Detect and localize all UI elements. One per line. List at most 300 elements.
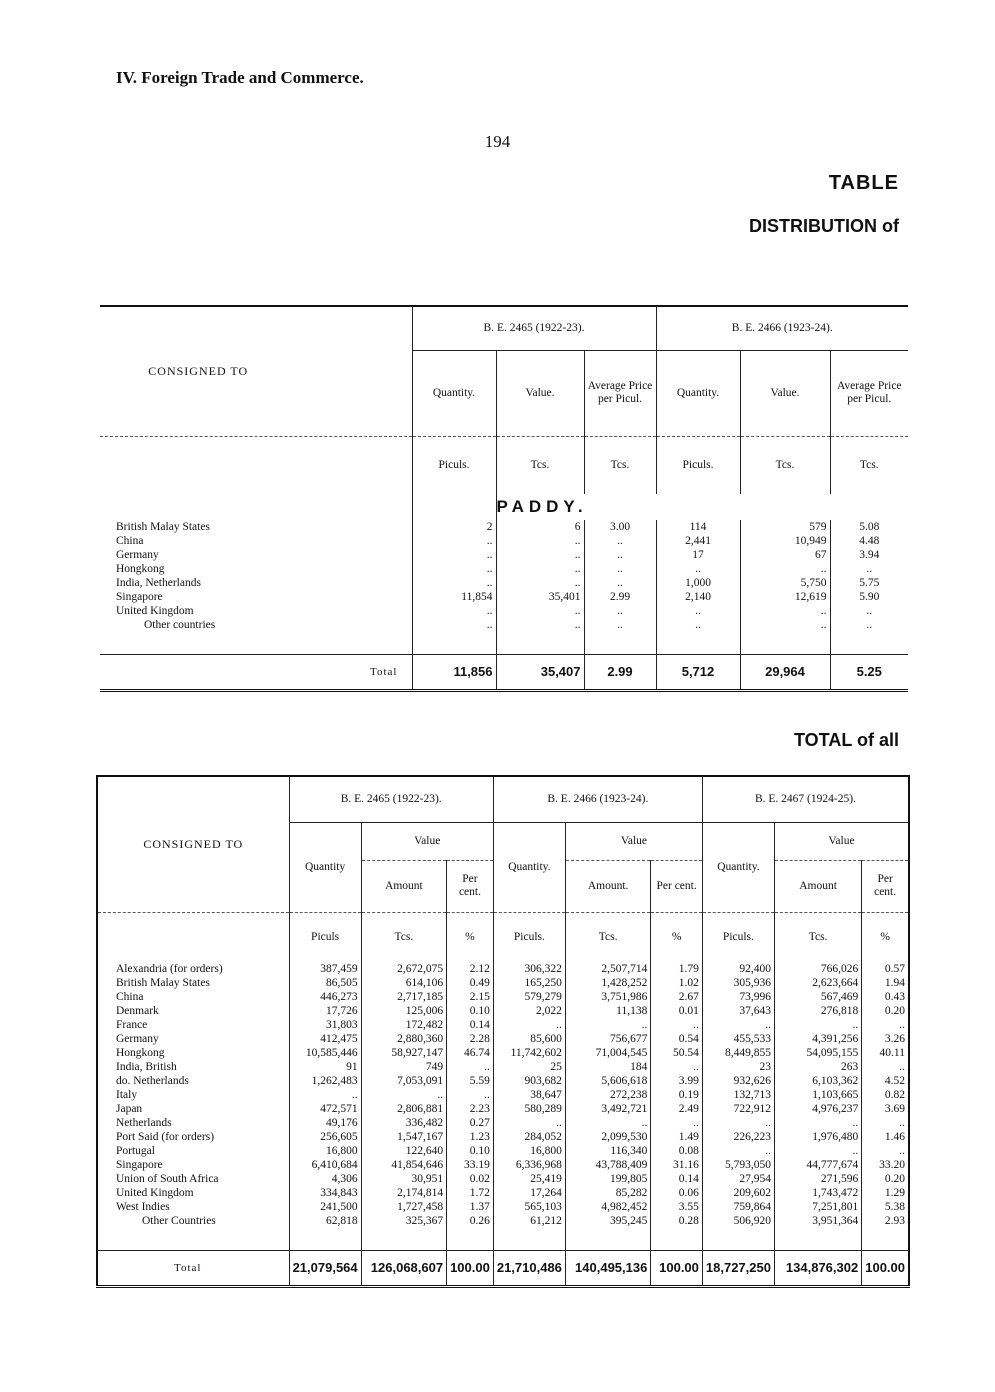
- percent-cell: 3.55: [651, 1200, 703, 1214]
- country-name: Port Said (for orders): [97, 1130, 289, 1144]
- amount-cell: 43,788,409: [565, 1158, 650, 1172]
- total-distribution-table: [96, 775, 910, 1288]
- table-row: [100, 604, 908, 618]
- country-name: Denmark: [97, 1004, 289, 1018]
- percent-cell: 0.82: [884, 1089, 905, 1101]
- value-header: Value: [774, 822, 909, 860]
- country-name: China: [100, 534, 412, 548]
- table-row: [100, 576, 908, 590]
- total-percent: 100.00: [651, 1250, 703, 1286]
- quantity-cell: 62,818: [289, 1214, 361, 1228]
- amount-cell: 71,004,545: [565, 1046, 650, 1060]
- percent-cell: 3.69: [884, 1103, 905, 1115]
- quantity-cell: 305,936: [702, 976, 774, 990]
- percent-cell: 2.28: [447, 1032, 494, 1046]
- total-quantity: 11,856: [412, 654, 496, 690]
- percent-cell: 50.54: [651, 1046, 703, 1060]
- table-row: [97, 962, 909, 976]
- table-row: [100, 520, 908, 534]
- amount-cell: 199,805: [565, 1172, 650, 1186]
- value-cell: 12,619: [740, 590, 830, 604]
- quantity-cell: ..: [656, 618, 740, 632]
- value-cell: ..: [496, 548, 584, 562]
- quantity-cell: 1,000: [656, 576, 740, 590]
- percent-cell: 3.99: [651, 1074, 703, 1088]
- quantity-cell: 37,643: [702, 1004, 774, 1018]
- percent-cell: 0.49: [447, 976, 494, 990]
- amount-cell: ..: [361, 1088, 446, 1102]
- country-name: Union of South Africa: [97, 1172, 289, 1186]
- price-cell: ..: [866, 619, 873, 631]
- total-amount: 126,068,607: [361, 1250, 446, 1286]
- price-cell: ..: [584, 534, 656, 548]
- table-row: [100, 618, 908, 632]
- distribution-title: DISTRIBUTION of: [749, 216, 899, 236]
- country-name: Singapore: [97, 1158, 289, 1172]
- total-value: 29,964: [740, 654, 830, 690]
- percent-cell: 0.27: [447, 1116, 494, 1130]
- total-price: 5.25: [830, 654, 908, 690]
- percent-cell: ..: [651, 1116, 703, 1130]
- amount-cell: 30,951: [361, 1172, 446, 1186]
- price-cell: 5.90: [859, 591, 880, 603]
- amount-header: Amount: [774, 860, 861, 912]
- table-label: TABLE: [828, 172, 899, 194]
- unit-tcs: Tcs.: [361, 912, 446, 962]
- country-name: Germany: [97, 1032, 289, 1046]
- table-row: [97, 1074, 909, 1088]
- quantity-cell: ..: [702, 1144, 774, 1158]
- section-heading: IV. Foreign Trade and Commerce.: [116, 68, 364, 87]
- percent-cell: 0.08: [651, 1144, 703, 1158]
- percent-cell: 1.49: [651, 1130, 703, 1144]
- amount-cell: 271,596: [774, 1172, 861, 1186]
- per-cent-header: Per cent.: [874, 873, 897, 898]
- amount-cell: 614,106: [361, 976, 446, 990]
- percent-cell: ..: [899, 1117, 905, 1129]
- amount-cell: 2,806,881: [361, 1102, 446, 1116]
- amount-cell: 756,677: [565, 1032, 650, 1046]
- amount-cell: 4,976,237: [774, 1102, 861, 1116]
- amount-cell: 7,053,091: [361, 1074, 446, 1088]
- amount-cell: 58,927,147: [361, 1046, 446, 1060]
- percent-cell: ..: [899, 1145, 905, 1157]
- value-cell: ..: [496, 618, 584, 632]
- value-cell: ..: [496, 576, 584, 590]
- quantity-cell: 932,626: [702, 1074, 774, 1088]
- amount-cell: 395,245: [565, 1214, 650, 1228]
- percent-cell: 2.67: [651, 990, 703, 1004]
- table-row: [97, 1172, 909, 1186]
- unit-tcs: Tcs.: [830, 436, 908, 494]
- quantity-cell: 25: [493, 1060, 565, 1074]
- amount-cell: 1,547,167: [361, 1130, 446, 1144]
- percent-cell: 0.06: [651, 1186, 703, 1200]
- value-cell: ..: [496, 604, 584, 618]
- amount-cell: 272,238: [565, 1088, 650, 1102]
- country-name: Hongkong: [100, 562, 412, 576]
- amount-cell: ..: [774, 1018, 861, 1032]
- value-cell: ..: [740, 618, 830, 632]
- amount-cell: ..: [565, 1018, 650, 1032]
- amount-cell: 2,717,185: [361, 990, 446, 1004]
- percent-cell: 40.11: [879, 1047, 905, 1059]
- amount-cell: 325,367: [361, 1214, 446, 1228]
- amount-cell: 749: [361, 1060, 446, 1074]
- unit-tcs: Tcs.: [584, 436, 656, 494]
- quantity-cell: 17,264: [493, 1186, 565, 1200]
- quantity-header: Quantity: [289, 822, 361, 912]
- amount-cell: 4,982,452: [565, 1200, 650, 1214]
- price-cell: 4.48: [859, 535, 880, 547]
- unit-piculs: Piculs.: [656, 436, 740, 494]
- quantity-cell: ..: [412, 576, 496, 590]
- value-cell: ..: [740, 562, 830, 576]
- amount-cell: 116,340: [565, 1144, 650, 1158]
- quantity-cell: ..: [702, 1018, 774, 1032]
- table-row: [100, 590, 908, 604]
- table-row: [100, 534, 908, 548]
- consigned-to-header: CONSIGNED TO: [97, 776, 289, 912]
- total-label: Total: [174, 1262, 202, 1274]
- quantity-cell: ..: [412, 618, 496, 632]
- country-name: Other Countries: [97, 1214, 289, 1228]
- quantity-cell: 17,726: [289, 1004, 361, 1018]
- quantity-cell: 31,803: [289, 1018, 361, 1032]
- amount-cell: 766,026: [774, 962, 861, 976]
- unit-tcs: Tcs.: [740, 436, 830, 494]
- percent-cell: 2.23: [447, 1102, 494, 1116]
- percent-cell: 2.93: [884, 1215, 905, 1227]
- quantity-cell: 4,306: [289, 1172, 361, 1186]
- price-cell: ..: [584, 576, 656, 590]
- table-row: [100, 562, 908, 576]
- amount-cell: 54,095,155: [774, 1046, 861, 1060]
- amount-cell: 1,727,458: [361, 1200, 446, 1214]
- country-name: West Indies: [97, 1200, 289, 1214]
- table-row: [97, 990, 909, 1004]
- amount-cell: 1,428,252: [565, 976, 650, 990]
- amount-cell: 5,606,618: [565, 1074, 650, 1088]
- unit-piculs: Piculs: [289, 912, 361, 962]
- commodity-heading: PADDY.: [496, 497, 588, 516]
- percent-cell: 0.28: [651, 1214, 703, 1228]
- quantity-cell: 455,533: [702, 1032, 774, 1046]
- percent-cell: 33.19: [447, 1158, 494, 1172]
- price-cell: 3.94: [859, 549, 880, 561]
- amount-cell: 3,751,986: [565, 990, 650, 1004]
- quantity-cell: 85,600: [493, 1032, 565, 1046]
- price-cell: ..: [866, 605, 873, 617]
- value-cell: ..: [496, 562, 584, 576]
- quantity-cell: 306,322: [493, 962, 565, 976]
- percent-cell: 1.02: [651, 976, 703, 990]
- value-header: Value: [361, 822, 493, 860]
- total-value: 35,407: [496, 654, 584, 690]
- country-name: Germany: [100, 548, 412, 562]
- amount-cell: 122,640: [361, 1144, 446, 1158]
- quantity-cell: ..: [656, 604, 740, 618]
- quantity-cell: 446,273: [289, 990, 361, 1004]
- quantity-cell: 92,400: [702, 962, 774, 976]
- percent-cell: 5.38: [884, 1201, 905, 1213]
- amount-cell: 2,174,814: [361, 1186, 446, 1200]
- table-row: [97, 976, 909, 990]
- amount-cell: 2,099,530: [565, 1130, 650, 1144]
- total-amount: 140,495,136: [565, 1250, 650, 1286]
- total-percent: 100.00: [447, 1250, 494, 1286]
- unit-tcs: Tcs.: [496, 436, 584, 494]
- quantity-cell: 73,996: [702, 990, 774, 1004]
- year3-header: B. E. 2467 (1924-25).: [702, 776, 909, 822]
- value-cell: 579: [740, 520, 830, 534]
- quantity-header: Quantity.: [412, 350, 496, 436]
- percent-cell: 0.01: [651, 1004, 703, 1018]
- amount-cell: 125,006: [361, 1004, 446, 1018]
- percent-cell: ..: [651, 1060, 703, 1074]
- quantity-cell: 11,854: [412, 590, 496, 604]
- table-row: [97, 1116, 909, 1130]
- unit-piculs: Piculs.: [702, 912, 774, 962]
- amount-cell: 4,391,256: [774, 1032, 861, 1046]
- quantity-cell: 472,571: [289, 1102, 361, 1116]
- table-row: [97, 1018, 909, 1032]
- quantity-cell: 6,336,968: [493, 1158, 565, 1172]
- value-cell: 67: [740, 548, 830, 562]
- quantity-cell: ..: [412, 562, 496, 576]
- year1-header: B. E. 2465 (1922-23).: [412, 306, 656, 350]
- avg-price-header: Average Price per Picul.: [836, 380, 902, 405]
- total-percent: 100.00: [862, 1250, 909, 1286]
- total-quantity: 21,710,486: [493, 1250, 565, 1286]
- quantity-cell: 506,920: [702, 1214, 774, 1228]
- quantity-cell: 49,176: [289, 1116, 361, 1130]
- quantity-cell: 2: [412, 520, 496, 534]
- percent-cell: 1.46: [884, 1131, 905, 1143]
- unit-piculs: Piculs.: [493, 912, 565, 962]
- quantity-cell: ..: [412, 548, 496, 562]
- amount-cell: 2,507,714: [565, 962, 650, 976]
- table-row: [97, 1186, 909, 1200]
- quantity-cell: ..: [493, 1116, 565, 1130]
- unit-pct: %: [447, 912, 494, 962]
- country-name: France: [97, 1018, 289, 1032]
- table-row: [100, 548, 908, 562]
- percent-cell: 1.94: [884, 977, 905, 989]
- percent-cell: 1.37: [447, 1200, 494, 1214]
- country-name: India, Netherlands: [100, 576, 412, 590]
- amount-cell: 11,138: [565, 1004, 650, 1018]
- unit-pct: %: [862, 912, 909, 962]
- value-cell: ..: [740, 604, 830, 618]
- percent-cell: 46.74: [447, 1046, 494, 1060]
- quantity-cell: ..: [412, 604, 496, 618]
- country-name: United Kingdom: [100, 604, 412, 618]
- percent-cell: 1.72: [447, 1186, 494, 1200]
- per-cent-header: Per cent.: [447, 860, 494, 912]
- amount-cell: 1,103,665: [774, 1088, 861, 1102]
- amount-cell: 6,103,362: [774, 1074, 861, 1088]
- amount-cell: 2,672,075: [361, 962, 446, 976]
- table-row: [97, 1130, 909, 1144]
- quantity-cell: 722,912: [702, 1102, 774, 1116]
- amount-cell: ..: [774, 1144, 861, 1158]
- percent-cell: 0.10: [447, 1144, 494, 1158]
- amount-cell: 172,482: [361, 1018, 446, 1032]
- quantity-cell: 226,223: [702, 1130, 774, 1144]
- quantity-cell: 8,449,855: [702, 1046, 774, 1060]
- country-name: do. Netherlands: [97, 1074, 289, 1088]
- table-row: [97, 1144, 909, 1158]
- table-row: [97, 1200, 909, 1214]
- quantity-cell: 10,585,446: [289, 1046, 361, 1060]
- quantity-cell: 17: [656, 548, 740, 562]
- quantity-cell: 16,800: [493, 1144, 565, 1158]
- value-header: Value: [565, 822, 702, 860]
- paddy-distribution-table: [100, 305, 908, 692]
- quantity-cell: 132,713: [702, 1088, 774, 1102]
- amount-cell: 276,818: [774, 1004, 861, 1018]
- amount-cell: ..: [565, 1116, 650, 1130]
- quantity-cell: 241,500: [289, 1200, 361, 1214]
- quantity-cell: 1,262,483: [289, 1074, 361, 1088]
- quantity-cell: 387,459: [289, 962, 361, 976]
- country-name: United Kingdom: [97, 1186, 289, 1200]
- unit-tcs: Tcs.: [565, 912, 650, 962]
- country-name: Japan: [97, 1102, 289, 1116]
- quantity-cell: 27,954: [702, 1172, 774, 1186]
- table-row: [97, 1004, 909, 1018]
- price-cell: ..: [584, 562, 656, 576]
- percent-cell: 0.10: [447, 1004, 494, 1018]
- percent-cell: 1.79: [651, 962, 703, 976]
- quantity-cell: 16,800: [289, 1144, 361, 1158]
- quantity-header: Quantity.: [656, 350, 740, 436]
- year2-header: B. E. 2466 (1923-24).: [493, 776, 702, 822]
- percent-cell: ..: [899, 1061, 905, 1073]
- price-cell: ..: [584, 548, 656, 562]
- value-cell: 35,401: [496, 590, 584, 604]
- percent-cell: 2.15: [447, 990, 494, 1004]
- quantity-header: Quantity.: [702, 822, 774, 912]
- quantity-cell: 256,605: [289, 1130, 361, 1144]
- percent-cell: 0.20: [884, 1173, 905, 1185]
- country-name: British Malay States: [97, 976, 289, 990]
- percent-cell: 4.52: [884, 1075, 905, 1087]
- percent-cell: ..: [899, 1019, 905, 1031]
- value-cell: 5,750: [740, 576, 830, 590]
- amount-header: Amount.: [565, 860, 650, 912]
- price-cell: ..: [866, 563, 873, 575]
- amount-cell: 44,777,674: [774, 1158, 861, 1172]
- quantity-cell: 86,505: [289, 976, 361, 990]
- quantity-cell: 2,441: [656, 534, 740, 548]
- quantity-cell: 165,250: [493, 976, 565, 990]
- amount-cell: 2,880,360: [361, 1032, 446, 1046]
- price-cell: ..: [584, 604, 656, 618]
- price-cell: 2.99: [584, 590, 656, 604]
- table-row: [97, 1102, 909, 1116]
- amount-cell: 3,951,364: [774, 1214, 861, 1228]
- percent-cell: 31.16: [651, 1158, 703, 1172]
- unit-piculs: Piculs.: [412, 436, 496, 494]
- table-row: [97, 1032, 909, 1046]
- percent-cell: 0.43: [884, 991, 905, 1003]
- quantity-cell: ..: [412, 534, 496, 548]
- quantity-cell: ..: [289, 1088, 361, 1102]
- quantity-cell: 903,682: [493, 1074, 565, 1088]
- quantity-cell: 38,647: [493, 1088, 565, 1102]
- quantity-cell: 23: [702, 1060, 774, 1074]
- percent-cell: 0.14: [651, 1172, 703, 1186]
- country-name: Italy: [97, 1088, 289, 1102]
- quantity-cell: 284,052: [493, 1130, 565, 1144]
- percent-cell: 1.23: [447, 1130, 494, 1144]
- total-quantity: 5,712: [656, 654, 740, 690]
- value-cell: 6: [496, 520, 584, 534]
- unit-tcs: Tcs.: [774, 912, 861, 962]
- amount-cell: 2,623,664: [774, 976, 861, 990]
- amount-cell: 41,854,646: [361, 1158, 446, 1172]
- total-all-title: TOTAL of all: [793, 730, 899, 750]
- amount-cell: 3,492,721: [565, 1102, 650, 1116]
- table-row: [97, 1088, 909, 1102]
- quantity-cell: 25,419: [493, 1172, 565, 1186]
- quantity-cell: 759,864: [702, 1200, 774, 1214]
- quantity-cell: 11,742,602: [493, 1046, 565, 1060]
- quantity-cell: 6,410,684: [289, 1158, 361, 1172]
- amount-cell: 1,976,480: [774, 1130, 861, 1144]
- table-row: [97, 1060, 909, 1074]
- year2-header: B. E. 2466 (1923-24).: [656, 306, 908, 350]
- country-name: China: [97, 990, 289, 1004]
- country-name: Hongkong: [97, 1046, 289, 1060]
- country-name: India, British: [97, 1060, 289, 1074]
- quantity-cell: 91: [289, 1060, 361, 1074]
- per-cent-header: Per cent.: [651, 860, 703, 912]
- amount-cell: 184: [565, 1060, 650, 1074]
- quantity-cell: ..: [493, 1018, 565, 1032]
- country-name: British Malay States: [100, 520, 412, 534]
- avg-price-header: Average Price per Picul.: [584, 350, 656, 436]
- page-number: 194: [484, 132, 511, 151]
- table-row: [97, 1046, 909, 1060]
- country-name: Alexandria (for orders): [97, 962, 289, 976]
- price-cell: 3.00: [584, 520, 656, 534]
- amount-cell: ..: [774, 1116, 861, 1130]
- percent-cell: 0.57: [884, 963, 905, 975]
- percent-cell: 5.59: [447, 1074, 494, 1088]
- quantity-cell: 565,103: [493, 1200, 565, 1214]
- percent-cell: ..: [447, 1060, 494, 1074]
- quantity-cell: 580,289: [493, 1102, 565, 1116]
- consigned-to-header: CONSIGNED TO: [148, 363, 249, 378]
- amount-header: Amount: [361, 860, 446, 912]
- percent-cell: 0.02: [447, 1172, 494, 1186]
- quantity-cell: 2,022: [493, 1004, 565, 1018]
- amount-cell: 85,282: [565, 1186, 650, 1200]
- country-name: Netherlands: [97, 1116, 289, 1130]
- total-quantity: 18,727,250: [702, 1250, 774, 1286]
- unit-pct: %: [651, 912, 703, 962]
- table-row: [97, 1214, 909, 1228]
- percent-cell: 1.29: [884, 1187, 905, 1199]
- amount-cell: 1,743,472: [774, 1186, 861, 1200]
- quantity-cell: 5,793,050: [702, 1158, 774, 1172]
- percent-cell: 0.26: [447, 1214, 494, 1228]
- country-name: Singapore: [100, 590, 412, 604]
- value-cell: 10,949: [740, 534, 830, 548]
